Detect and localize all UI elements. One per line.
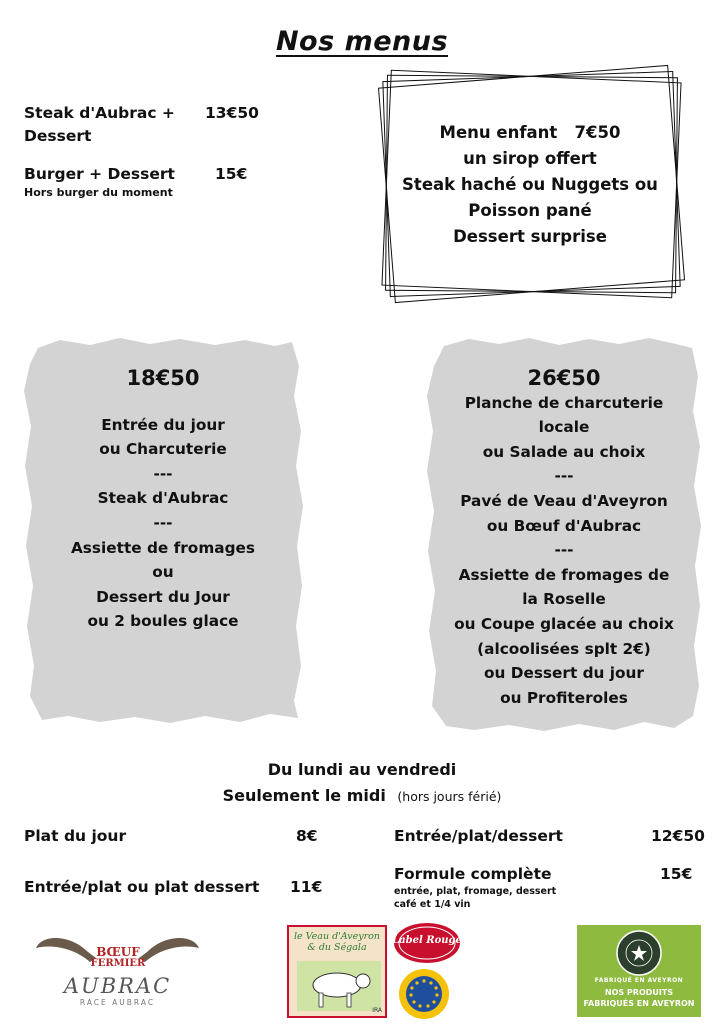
weekday-midi: Seulement le midi bbox=[222, 786, 386, 805]
formule-1850-line: ou Charcuterie bbox=[99, 440, 227, 459]
formule-2650-line: ou Dessert du jour bbox=[484, 664, 644, 683]
formule-2650-line: locale bbox=[538, 418, 590, 437]
plat-du-jour-price: 8€ bbox=[296, 827, 318, 845]
formule-complete-note-2: café et 1/4 vin bbox=[394, 899, 471, 910]
formule-complete-label: Formule complète bbox=[394, 865, 552, 883]
entree-plat-price: 11€ bbox=[290, 878, 323, 896]
menu-burger-note: Hors burger du moment bbox=[24, 186, 173, 199]
boeuf-text: BŒUF bbox=[96, 945, 140, 959]
formule-2650-line: ou Salade au choix bbox=[482, 442, 646, 461]
menu-enfant-text bbox=[386, 120, 674, 250]
label-rouge-text: Label Rouge bbox=[392, 935, 462, 946]
weekday-line-2 bbox=[0, 786, 724, 805]
boeuf-fermier-wordmark bbox=[88, 946, 148, 970]
formule-1850-line: ou bbox=[152, 563, 174, 582]
formule-1850-line: ou 2 boules glace bbox=[87, 612, 239, 631]
veau-aveyron-logo bbox=[287, 925, 387, 1018]
page-title: Nos menus bbox=[275, 26, 449, 57]
aubrac-text: AUBRAC bbox=[63, 974, 172, 998]
veau-text-2: & du Ségala bbox=[307, 942, 367, 953]
entree-plat-dessert-price: 12€50 bbox=[651, 827, 705, 845]
fabrique-text-1: NOS PRODUITS bbox=[604, 988, 674, 997]
menu-burger-dessert-price: 15€ bbox=[215, 165, 248, 183]
fabrique-aveyron-logo bbox=[577, 925, 701, 1017]
formule-1850-separator: --- bbox=[153, 513, 173, 532]
race-aubrac-text: RACE AUBRAC bbox=[79, 998, 156, 1007]
calf-icon bbox=[297, 961, 381, 1011]
label-rouge-logo bbox=[392, 921, 462, 965]
igp-badge-icon bbox=[398, 968, 450, 1020]
fermier-text: FERMIER bbox=[90, 958, 146, 969]
formule-2650-price: 26€50 bbox=[527, 366, 601, 390]
formule-2650-line: ou Coupe glacée au choix bbox=[454, 614, 674, 633]
menu-burger-dessert-label: Burger + Dessert bbox=[24, 165, 175, 183]
aveyron-ring-text: FABRIQUÉ EN AVEYRON bbox=[594, 977, 684, 984]
formule-1850 bbox=[20, 366, 306, 634]
weekday-line-1: Du lundi au vendredi bbox=[267, 760, 457, 779]
boeuf-fermier-logo bbox=[30, 930, 205, 1012]
formule-2650-line: la Roselle bbox=[522, 590, 606, 609]
menu-steak-dessert-price: 13€50 bbox=[205, 104, 259, 122]
menu-enfant-title: Menu enfant 7€50 bbox=[439, 123, 621, 142]
formule-complete-note-1: entrée, plat, fromage, dessert bbox=[394, 886, 557, 897]
menu-enfant-line: un sirop offert bbox=[463, 149, 597, 168]
formule-1850-line: Dessert du Jour bbox=[96, 587, 230, 606]
formule-1850-line: Steak d'Aubrac bbox=[97, 489, 229, 508]
entree-plat-dessert-label: Entrée/plat/dessert bbox=[394, 827, 563, 845]
menu-steak-dessert-label-2: Dessert bbox=[24, 127, 92, 145]
aveyron-seal-icon bbox=[615, 929, 663, 977]
entree-plat-label: Entrée/plat ou plat dessert bbox=[24, 878, 260, 896]
menu-enfant-line: Poisson pané bbox=[468, 201, 592, 220]
formule-1850-line: Assiette de fromages bbox=[70, 538, 256, 557]
veau-mark: IRA bbox=[372, 1007, 382, 1014]
plat-du-jour-label: Plat du jour bbox=[24, 827, 127, 845]
fabrique-aveyron-wordmark bbox=[577, 987, 701, 1009]
menu-steak-dessert-label: Steak d'Aubrac + bbox=[24, 104, 175, 122]
formule-2650-line: ou Bœuf d'Aubrac bbox=[486, 516, 642, 535]
formule-2650-separator: --- bbox=[554, 541, 574, 560]
formule-2650-separator: --- bbox=[554, 467, 574, 486]
formule-2650 bbox=[424, 366, 704, 710]
formule-complete-price: 15€ bbox=[660, 865, 693, 883]
menu-steak-dessert bbox=[24, 102, 175, 148]
weekday-note: (hors jours férié) bbox=[397, 789, 502, 804]
formule-2650-line: Assiette de fromages de bbox=[458, 565, 670, 584]
fabrique-text-2: FABRIQUÉS EN AVEYRON bbox=[583, 999, 695, 1008]
formule-complete-note bbox=[394, 885, 556, 911]
formule-2650-line: ou Profiteroles bbox=[500, 688, 628, 707]
formule-1850-price: 18€50 bbox=[126, 366, 200, 390]
formule-2650-line: Planche de charcuterie bbox=[464, 393, 664, 412]
formule-2650-line: Pavé de Veau d'Aveyron bbox=[460, 491, 668, 510]
formule-1850-line: Entrée du jour bbox=[101, 415, 225, 434]
formule-1850-separator: --- bbox=[153, 464, 173, 483]
formule-2650-line: (alcoolisées splt 2€) bbox=[477, 639, 651, 658]
menu-enfant-line: Dessert surprise bbox=[453, 227, 607, 246]
veau-aveyron-wordmark bbox=[289, 927, 385, 953]
menu-enfant-line: Steak haché ou Nuggets ou bbox=[402, 175, 658, 194]
veau-text-1: le Veau d'Aveyron bbox=[294, 931, 380, 942]
